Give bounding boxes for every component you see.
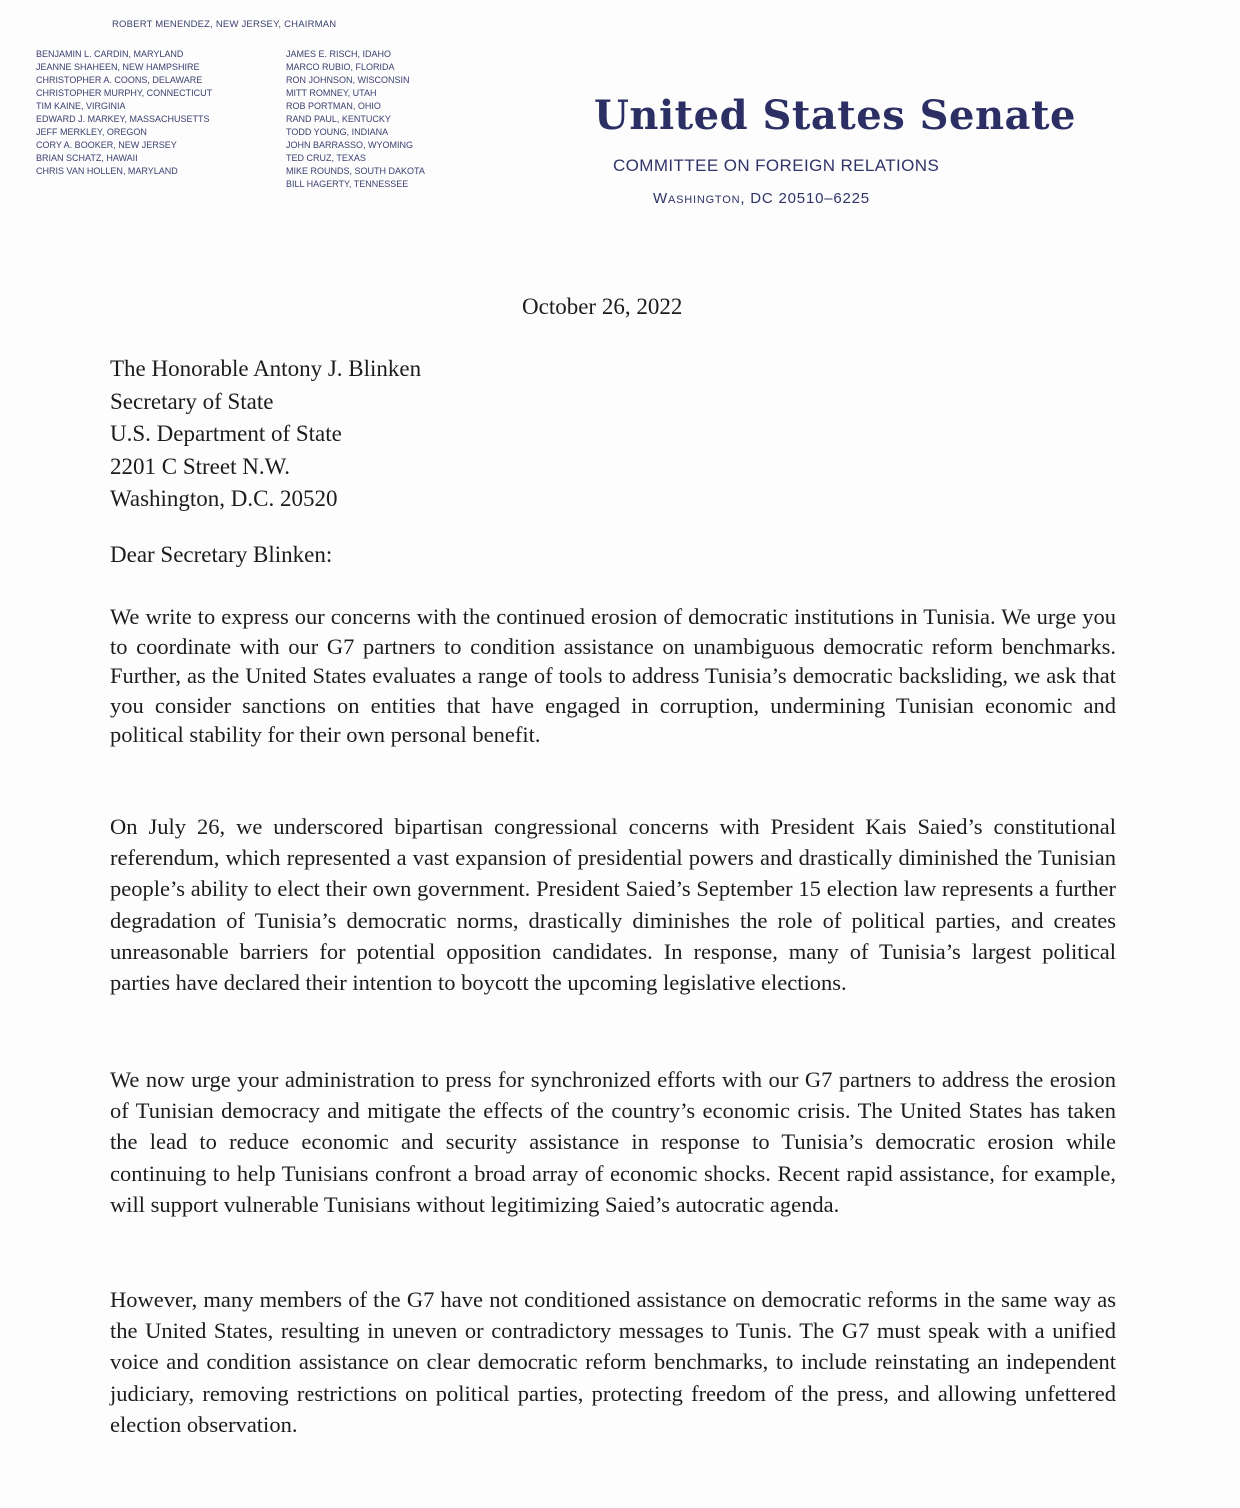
- body-paragraph: However, many members of the G7 have not conditioned assistance on democratic reforms in the same way as the United States, resulting in uneven or contradictory messages to Tunis. The G7 must speak with a unified voice and condition assistance on clear democratic reform benchmarks, to include reinstating an independent judiciary, removing restrictions on political parties, protecting freedom of the press, and allowing unfettered election observation.: [110, 1287, 1116, 1437]
- letter-date: October 26, 2022: [522, 294, 683, 319]
- salutation: Dear Secretary Blinken:: [110, 542, 333, 567]
- recipient-line: 2201 C Street N.W.: [110, 453, 290, 479]
- member-name: TED CRUZ, TEXAS: [286, 153, 366, 163]
- body-paragraph: On July 26, we underscored bipartisan congressional concerns with President Kais Saied’s constitutional referendum, which represented a vast expansion of presidential powers and drastically diminished the Tunisian people’s ability to elect their own government. President Saied’s September 15 election law represents a further degradation of Tunisia’s democratic norms, drastically diminishes the role of political parties, and creates unreasonable barriers for potential opposition candidates. In response, many of Tunisia’s largest political parties have declared their intention to boycott the upcoming legislative elections.: [110, 814, 1116, 996]
- committee-members-minority: [286, 48, 425, 191]
- member-name: CHRISTOPHER MURPHY, CONNECTICUT: [36, 88, 213, 98]
- recipient-line: The Honorable Antony J. Blinken: [110, 356, 422, 381]
- member-name: MARCO RUBIO, FLORIDA: [286, 62, 395, 72]
- committee-name: COMMITTEE ON FOREIGN RELATIONS: [613, 156, 940, 175]
- committee-members-majority: [36, 48, 212, 178]
- member-name: BENJAMIN L. CARDIN, MARYLAND: [36, 49, 184, 59]
- committee-address: Washington, DC 20510–6225: [653, 190, 870, 207]
- member-name: JEFF MERKLEY, OREGON: [36, 127, 147, 137]
- body-paragraph: We write to express our concerns with the continued erosion of democratic institutions in Tunisia. We urge you to coordinate with our G7 partners to condition assistance on unambiguous democratic reform benchmarks. Further, as the United States evaluates a range of tools to address Tunisia’s democratic backsliding, we ask that you consider sanctions on entities that have engaged in corruption, undermining Tunisian economic and political stability for their own personal benefit.: [110, 604, 1116, 747]
- member-name: BRIAN SCHATZ, HAWAII: [36, 153, 138, 163]
- committee-chairman: ROBERT MENENDEZ, NEW JERSEY, CHAIRMAN: [112, 19, 337, 30]
- member-name: CORY A. BOOKER, NEW JERSEY: [36, 140, 177, 150]
- member-name: EDWARD J. MARKEY, MASSACHUSETTS: [36, 114, 210, 124]
- member-name: JAMES E. RISCH, IDAHO: [286, 49, 392, 59]
- member-name: CHRISTOPHER A. COONS, DELAWARE: [36, 75, 203, 85]
- member-name: TODD YOUNG, INDIANA: [286, 127, 389, 137]
- member-name: JEANNE SHAHEEN, NEW HAMPSHIRE: [36, 62, 200, 72]
- member-name: ROB PORTMAN, OHIO: [286, 101, 381, 111]
- member-name: RON JOHNSON, WISCONSIN: [286, 75, 410, 85]
- member-name: RAND PAUL, KENTUCKY: [286, 114, 391, 124]
- member-name: MIKE ROUNDS, SOUTH DAKOTA: [286, 166, 425, 176]
- letterhead-title: United States Senate: [594, 92, 1076, 139]
- member-name: JOHN BARRASSO, WYOMING: [286, 140, 414, 150]
- recipient-block: [110, 353, 421, 516]
- member-name: TIM KAINE, VIRGINIA: [36, 101, 126, 111]
- member-name: CHRIS VAN HOLLEN, MARYLAND: [36, 166, 178, 176]
- member-name: MITT ROMNEY, UTAH: [286, 88, 377, 98]
- recipient-line: Washington, D.C. 20520: [110, 486, 338, 511]
- recipient-line: Secretary of State: [110, 388, 274, 414]
- body-paragraph: We now urge your administration to press for synchronized efforts with our G7 partners to address the erosion of Tunisian democracy and mitigate the effects of the country’s economic crisis. The United States has taken the lead to reduce economic and security assistance in response to Tunisia’s democratic erosion while continuing to help Tunisians confront a broad array of economic shocks. Recent rapid assistance, for example, will support vulnerable Tunisians without legitimizing Saied’s autocratic agenda.: [110, 1067, 1116, 1217]
- recipient-line: U.S. Department of State: [110, 421, 342, 446]
- member-name: BILL HAGERTY, TENNESSEE: [286, 179, 409, 189]
